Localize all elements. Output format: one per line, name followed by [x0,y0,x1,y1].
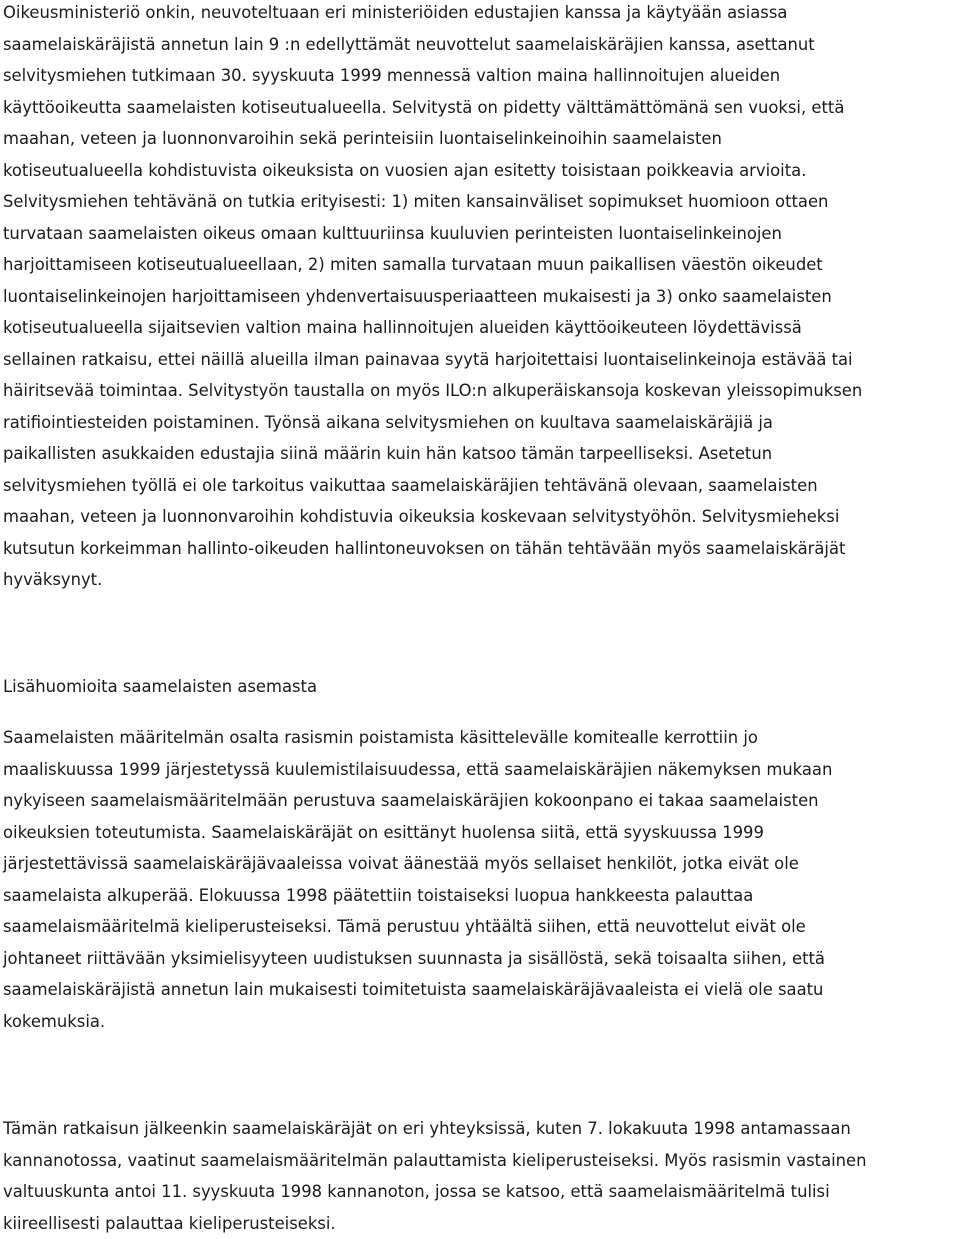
text-line: valtuuskunta antoi 11. syyskuuta 1998 kannanoton, jossa se katsoo, että saamelaismääritelmä tulisi [3,1176,867,1208]
text-line: saamelaista alkuperää. Elokuussa 1998 päätettiin toistaiseksi luopua hankkeesta palauttaa [3,880,832,912]
text-line: kiireellisesti palauttaa kieliperusteiseksi. [3,1208,867,1239]
text-line: Selvitysmiehen tehtävänä on tutkia erityisesti: 1) miten kansainväliset sopimukset huomioon ottaen [3,186,862,218]
text-line: kotiseutualueella sijaitsevien valtion maina hallinnoitujen alueiden käyttöoikeuteen löydettävissä [3,312,862,344]
text-line: kokemuksia. [3,1006,832,1038]
text-line: hyväksynyt. [3,564,862,596]
text-line: turvataan saamelaisten oikeus omaan kulttuuriinsa kuuluvien perinteisten luontaiselinkeinojen [3,218,862,250]
text-line: saamelaismääritelmä kieliperusteiseksi. Tämä perustuu yhtäältä siihen, että neuvottelut eivät ole [3,911,832,943]
text-line: ratifiointiesteiden poistaminen. Työnsä aikana selvitysmiehen on kuultava saamelaiskäräjiä ja [3,407,862,439]
text-line: maahan, veteen ja luonnonvaroihin kohdistuvia oikeuksia koskevaan selvitystyöhön. Selvitysmieheksi [3,501,862,533]
paragraph-oikeusministerio [3,0,862,596]
text-line: kutsutun korkeimman hallinto-oikeuden hallintoneuvoksen on tähän tehtävään myös saamelaiskäräjät [3,533,862,565]
paragraph-ratkaisun-jalkeen [3,1113,867,1239]
text-line: paikallisten asukkaiden edustajia siinä määrin kuin hän katsoo tämän tarpeelliseksi. Asetetun [3,438,862,470]
paragraph-saamelaisten-maaritelma [3,722,832,1037]
text-line: saamelaiskäräjistä annetun lain 9 :n edellyttämät neuvottelut saamelaiskäräjien kanssa, asettanut [3,29,862,61]
text-line: maaliskuussa 1999 järjestetyssä kuulemistilaisuudessa, että saamelaiskäräjien näkemyksen mukaan [3,754,832,786]
text-line: kannanotossa, vaatinut saamelaismääritelmän palauttamista kieliperusteiseksi. Myös rasismin vastainen [3,1145,867,1177]
text-line: johtaneet riittävään yksimielisyyteen uudistuksen suunnasta ja sisällöstä, sekä toisaalta siihen, että [3,943,832,975]
text-line: Oikeusministeriö onkin, neuvoteltuaan eri ministeriöiden edustajien kanssa ja käytyään asiassa [3,0,862,29]
text-line: saamelaiskäräjistä annetun lain mukaisesti toimitetuista saamelaiskäräjävaaleista ei vielä ole saatu [3,974,832,1006]
text-line: luontaiselinkeinojen harjoittamiseen yhdenvertaisuusperiaatteen mukaisesti ja 3) onko saamelaisten [3,281,862,313]
text-line: harjoittamiseen kotiseutualueellaan, 2) miten samalla turvataan muun paikallisen väestön oikeudet [3,249,862,281]
text-line: selvitysmiehen työllä ei ole tarkoitus vaikuttaa saamelaiskäräjien tehtävänä olevaan, saamelaisten [3,470,862,502]
text-line: oikeuksien toteutumista. Saamelaiskäräjät on esittänyt huolensa siitä, että syyskuussa 1999 [3,817,832,849]
text-line: järjestettävissä saamelaiskäräjävaaleissa voivat äänestää myös sellaiset henkilöt, jotka eivät ole [3,848,832,880]
text-line: sellainen ratkaisu, ettei näillä alueilla ilman painavaa syytä harjoitettaisi luontaiselinkeinoja estävää tai [3,344,862,376]
text-line: käyttöoikeutta saamelaisten kotiseutualueella. Selvitystä on pidetty välttämättömänä sen vuoksi, että [3,92,862,124]
heading-text: Lisähuomioita saamelaisten asemasta [3,671,317,703]
text-line: nykyiseen saamelaismääritelmään perustuva saamelaiskäräjien kokoonpano ei takaa saamelaisten [3,785,832,817]
text-line: kotiseutualueella kohdistuvista oikeuksista on vuosien ajan esitetty toisistaan poikkeavia arvioita. [3,155,862,187]
text-line: Tämän ratkaisun jälkeenkin saamelaiskäräjät on eri yhteyksissä, kuten 7. lokakuuta 1998 antamassaan [3,1113,867,1145]
text-line: selvitysmiehen tutkimaan 30. syyskuuta 1999 mennessä valtion maina hallinnoitujen alueiden [3,60,862,92]
section-heading [3,671,317,703]
text-line: häiritsevää toimintaa. Selvitystyön taustalla on myös ILO:n alkuperäiskansoja koskevan yleissopimuksen [3,375,862,407]
text-line: maahan, veteen ja luonnonvaroihin sekä perinteisiin luontaiselinkeinoihin saamelaisten [3,123,862,155]
text-line: Saamelaisten määritelmän osalta rasismin poistamista käsittelevälle komitealle kerrottiin jo [3,722,832,754]
